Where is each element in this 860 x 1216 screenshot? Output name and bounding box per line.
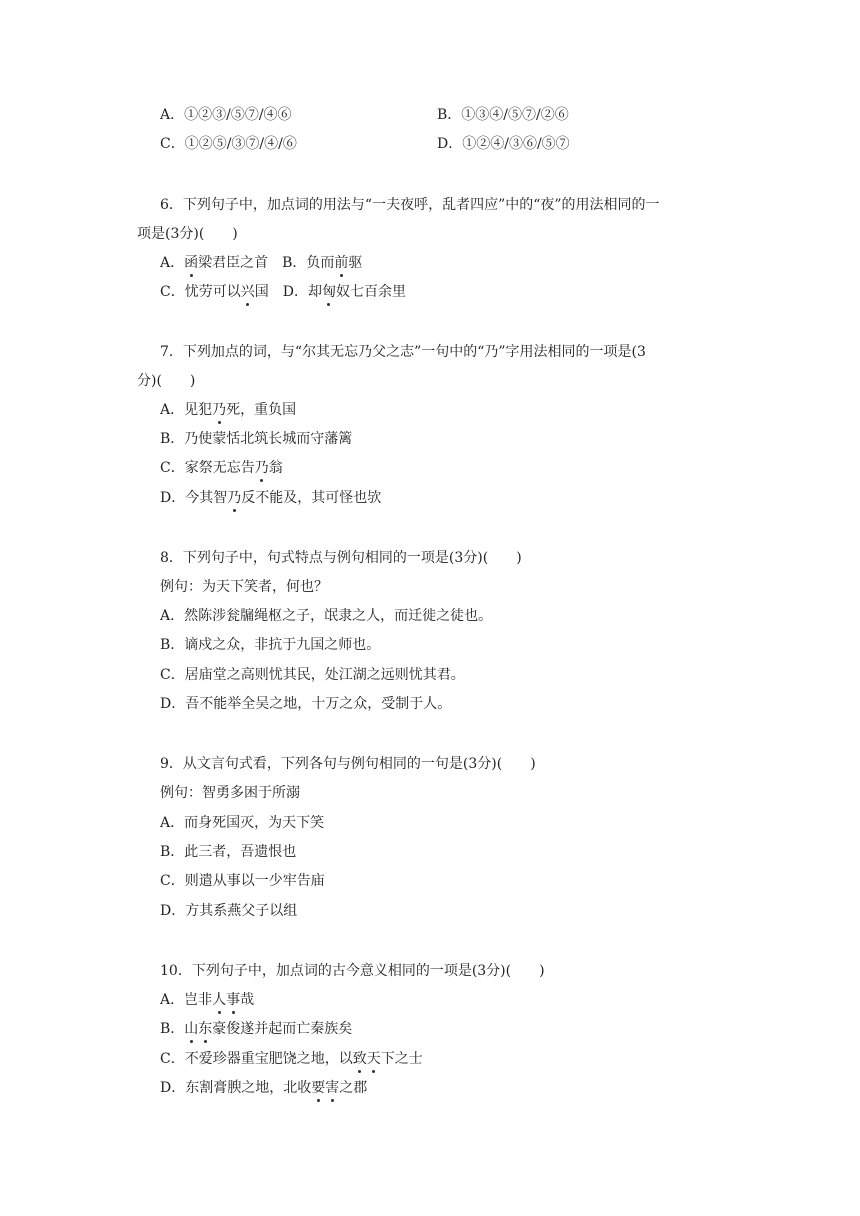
q8-stem: 8．下列句子中，句式特点与例句相同的一项是(3分)( ) <box>160 550 522 566</box>
q10-option-d-dotted-char-2: 害 <box>325 1080 340 1096</box>
q7-option-a-post: 死，重负国 <box>226 402 297 418</box>
q9-option-a: A．而身死国灭，为天下笑 <box>160 815 325 831</box>
q5-option-c: C．①②⑤/③⑦/④/⑥ <box>160 136 297 152</box>
q6-option-c-dotted-word: 兴 <box>240 284 255 300</box>
q6-option-b-pre: B．负而 <box>282 255 335 271</box>
q9-example: 例句：智勇多困于所溺 <box>160 785 300 801</box>
q7-option-a-pre: A．见犯 <box>160 402 213 418</box>
q9-option-c: C．则遣从事以一少牢告庙 <box>160 873 325 889</box>
q7-option-c-pre: C．家祭无忘告 <box>160 460 255 476</box>
q7-option-a <box>160 401 296 419</box>
q8-option-b: B．谪戍之众，非抗于九国之师也。 <box>160 637 381 653</box>
q10-option-a-dotted-char-1: 人 <box>212 992 227 1008</box>
q10-option-a-post: 哉 <box>240 992 255 1008</box>
q10-option-b-dotted-char-1: 山 <box>184 1021 199 1037</box>
q10-option-c-post: 下之士 <box>380 1051 423 1067</box>
q8-example: 例句：为天下笑者，何也？ <box>160 579 328 595</box>
q7-option-d <box>160 489 381 507</box>
q10-option-d-pre: D．东割膏腴之地，北收 <box>160 1080 312 1096</box>
q10-option-b-pre: B． <box>160 1021 185 1037</box>
q8-option-c: C．居庙堂之高则忧其民，处江湖之远则忧其君。 <box>160 667 465 683</box>
q5-option-d: D．①②④/③⑥/⑤⑦ <box>437 136 570 152</box>
q7-option-a-dotted-word: 乃 <box>212 402 227 418</box>
q6-options-cd <box>160 283 406 301</box>
q8-option-a: A．然陈涉瓮牖绳枢之子，氓隶之人，而迁徙之徒也。 <box>160 608 493 624</box>
q9-stem: 9．从文言句式看，下列各句与例句相同的一句是(3分)( ) <box>160 756 536 772</box>
q7-stem-line2: 分)( ) <box>137 373 196 389</box>
q7-stem-line1: 7．下列加点的词，与“尔其无忘乃父之志”一句中的“乃”字用法相同的一项是(3 <box>160 344 646 360</box>
q10-option-a-dotted-char-2: 事 <box>226 992 241 1008</box>
q10-option-a-pre: A．岂非 <box>160 992 213 1008</box>
q7-option-d-dotted-word: 乃 <box>227 490 242 506</box>
q9-option-d: D．方其系燕父子以组 <box>160 903 298 919</box>
q6-option-a-dotted-word: 函 <box>184 255 199 271</box>
q10-stem: 10．下列句子中，加点词的古今意义相同的一项是(3分)( ) <box>160 963 545 979</box>
q7-option-d-post: 反不能及，其可怪也欤 <box>241 490 382 506</box>
q9-option-b: B．此三者，吾遗恨也 <box>160 844 297 860</box>
q6-option-c-post: 国 <box>254 284 269 300</box>
q10-option-d-dotted-char-1: 要 <box>311 1080 326 1096</box>
q10-option-c-dotted-char-1: 致 <box>352 1051 367 1067</box>
q6-option-d-post: 奴七百余里 <box>335 284 406 300</box>
q5-option-a: A．①②③/⑤⑦/④⑥ <box>160 107 292 123</box>
q7-option-b: B．乃使蒙恬北筑长城而守藩篱 <box>160 431 353 447</box>
q6-option-b-post: 驱 <box>348 255 363 271</box>
q10-option-d-post: 之郡 <box>339 1080 368 1096</box>
q6-option-c-pre: C．忧劳可以 <box>160 284 241 300</box>
q6-options-ab <box>160 254 362 272</box>
q6-option-a-post: 梁君臣之首 <box>198 255 269 271</box>
q7-option-c <box>160 459 283 477</box>
q6-option-b-dotted-word: 前 <box>334 255 349 271</box>
q7-option-c-dotted-word: 乃 <box>254 460 269 476</box>
q10-option-b-dotted-char-2: 东 <box>198 1021 213 1037</box>
q6-stem-line1: 6．下列句子中，加点词的用法与“一夫夜呼，乱者四应”中的“夜”的用法相同的一 <box>160 197 660 213</box>
q6-stem-line2: 项是(3分)( ) <box>137 226 238 242</box>
q10-option-b <box>160 1020 352 1038</box>
q6-option-a-pre: A． <box>160 255 185 271</box>
q10-option-c-dotted-char-2: 天 <box>366 1051 381 1067</box>
q7-option-c-post: 翁 <box>268 460 283 476</box>
q10-option-a <box>160 991 254 1009</box>
q8-option-d: D．吾不能举全吴之地，十万之众，受制于人。 <box>160 696 452 712</box>
q10-option-b-post: 豪俊遂并起而亡秦族矣 <box>212 1021 353 1037</box>
q6-option-d-dotted-word: 匈 <box>321 284 336 300</box>
q10-option-d <box>160 1079 367 1097</box>
q10-option-c <box>160 1050 423 1068</box>
q7-option-d-pre: D．今其智 <box>160 490 228 506</box>
q10-option-c-pre: C．不爱珍器重宝肥饶之地，以 <box>160 1051 353 1067</box>
q5-option-b: B．①③④/⑤⑦/②⑥ <box>437 107 569 123</box>
q6-option-d-pre: D．却 <box>282 284 322 300</box>
